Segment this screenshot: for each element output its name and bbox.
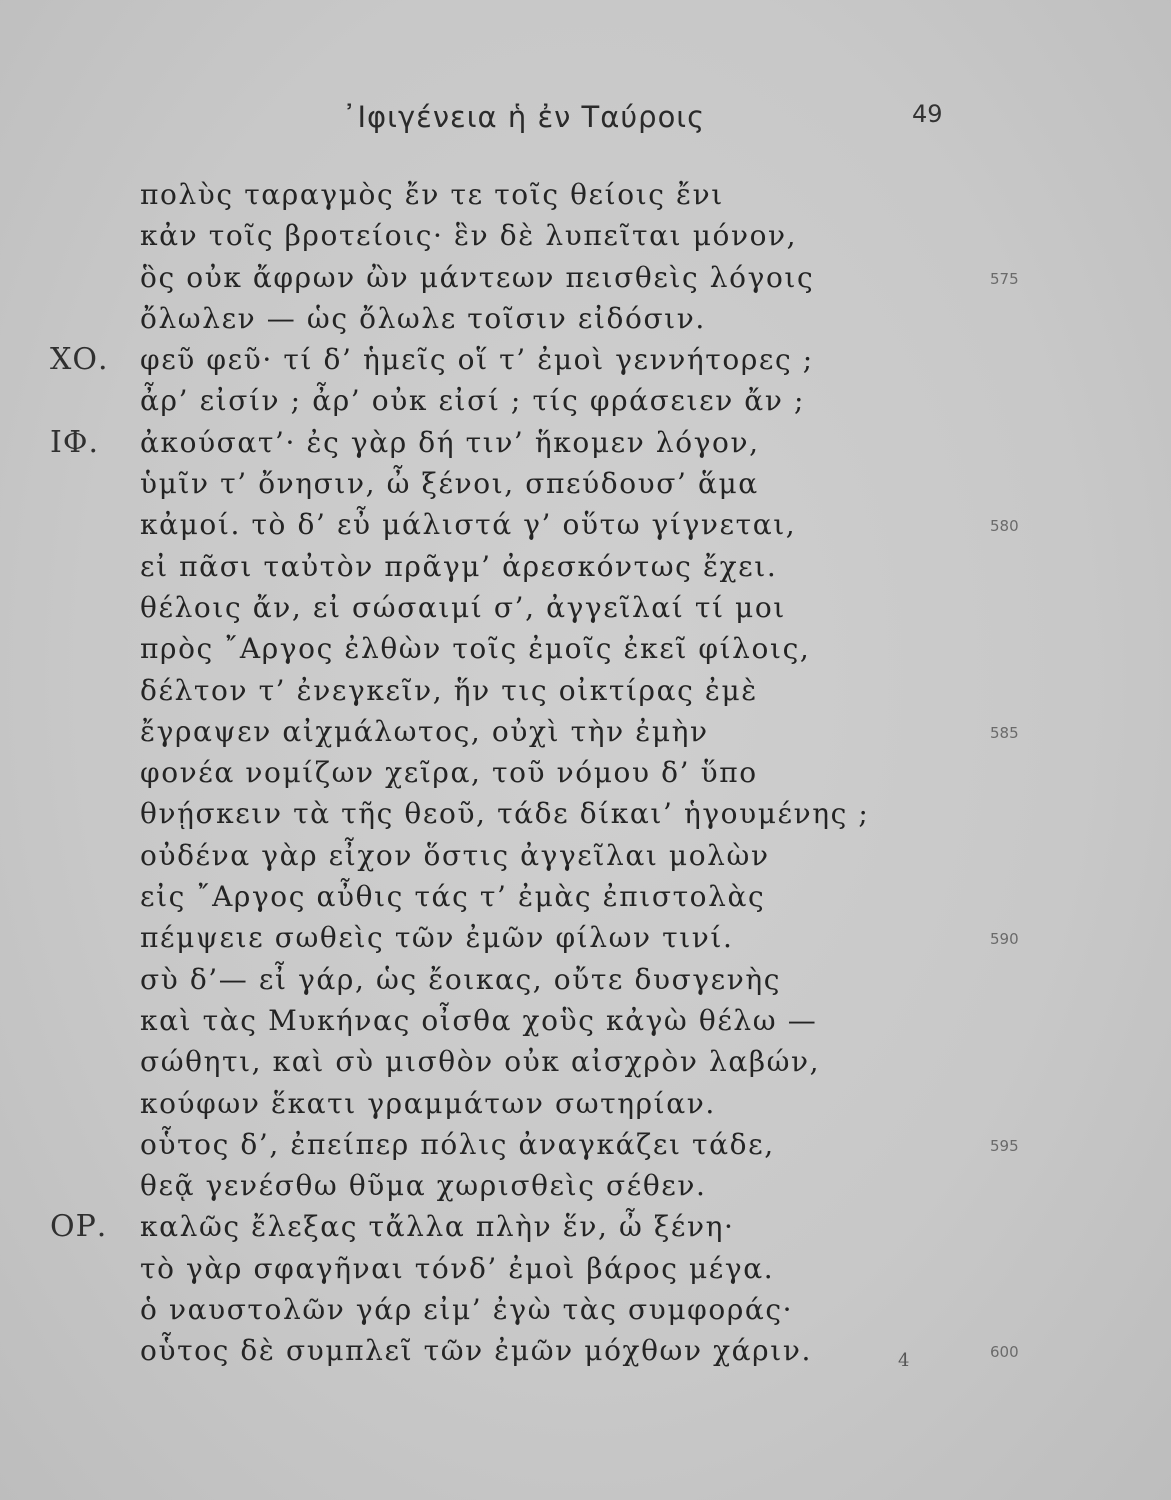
line-number: 580 bbox=[990, 517, 1019, 536]
verse-text: ὁ ναυστολῶν γάρ εἰμ’ ἐγὼ τὰς συμφοράς· bbox=[140, 1293, 794, 1327]
verse-line bbox=[0, 711, 1171, 752]
verse-line bbox=[0, 463, 1171, 504]
verse-line bbox=[0, 380, 1171, 421]
verse-line bbox=[0, 174, 1171, 215]
verse-text: εἰ πᾶσι ταὐτὸν πρᾶγμ’ ἀρεσκόντως ἔχει. bbox=[140, 549, 778, 583]
verse-text-block bbox=[0, 174, 1171, 1372]
verse-text: σώθητι, καὶ σὺ μισθὸν οὐκ αἰσχρὸν λαβών, bbox=[140, 1045, 821, 1079]
line-number: 590 bbox=[990, 930, 1019, 949]
verse-line bbox=[0, 1124, 1171, 1165]
verse-line bbox=[0, 546, 1171, 587]
verse-line bbox=[0, 1248, 1171, 1289]
running-head bbox=[0, 100, 1171, 140]
verse-line bbox=[0, 1000, 1171, 1041]
verse-text: κούφων ἕκατι γραμμάτων σωτηρίαν. bbox=[140, 1086, 716, 1120]
verse-line bbox=[0, 257, 1171, 298]
verse-text: εἰς ῎Αργος αὖθις τάς τ’ ἐμὰς ἐπιστολὰς bbox=[140, 880, 766, 914]
verse-text: ὃς οὐκ ἄφρων ὢν μάντεων πεισθεὶς λόγοις bbox=[140, 260, 815, 294]
speaker-label: ΙΦ. bbox=[50, 424, 99, 460]
verse-line bbox=[0, 752, 1171, 793]
line-number: 585 bbox=[990, 723, 1019, 742]
verse-text: ὄλωλεν — ὡς ὄλωλε τοῖσιν εἰδόσιν. bbox=[140, 301, 706, 335]
verse-line bbox=[0, 793, 1171, 834]
verse-text: ὑμῖν τ’ ὄνησιν, ὦ ξένοι, σπεύδουσ’ ἅμα bbox=[140, 467, 759, 501]
verse-text: κἀμοί. τὸ δ’ εὖ μάλιστά γ’ οὕτω γίγνεται, bbox=[140, 508, 797, 542]
verse-line bbox=[0, 835, 1171, 876]
verse-text: πέμψειε σωθεὶς τῶν ἐμῶν φίλων τινί. bbox=[140, 921, 734, 955]
verse-text: φεῦ φεῦ· τί δ’ ἡμεῖς οἵ τ’ ἐμοὶ γεννήτορες ; bbox=[140, 343, 814, 377]
verse-text: ἔγραψεν αἰχμάλωτος, οὐχὶ τὴν ἐμὴν bbox=[140, 714, 709, 748]
verse-text: φονέα νομίζων χεῖρα, τοῦ νόμου δ’ ὕπο bbox=[140, 756, 758, 790]
verse-line bbox=[0, 917, 1171, 958]
speaker-label: ΧΟ. bbox=[50, 342, 109, 378]
verse-line bbox=[0, 1330, 1171, 1371]
line-number: 575 bbox=[990, 269, 1019, 288]
verse-text: θέλοις ἄν, εἰ σώσαιμί σ’, ἀγγεῖλαί τί μοι bbox=[140, 590, 786, 624]
verse-text: κἀν τοῖς βροτείοις· ἓν δὲ λυπεῖται μόνον, bbox=[140, 219, 798, 253]
verse-line bbox=[0, 339, 1171, 380]
verse-text: ἀκούσατ’· ἐς γὰρ δή τιν’ ἥκομεν λόγον, bbox=[140, 425, 760, 459]
verse-text: οὐδένα γὰρ εἶχον ὅστις ἀγγεῖλαι μολὼν bbox=[140, 838, 770, 872]
line-number: 600 bbox=[990, 1343, 1019, 1362]
verse-line bbox=[0, 1206, 1171, 1247]
verse-line bbox=[0, 628, 1171, 669]
line-number: 595 bbox=[990, 1136, 1019, 1155]
verse-line bbox=[0, 1041, 1171, 1082]
verse-line bbox=[0, 587, 1171, 628]
verse-text: θεᾷ γενέσθω θῦμα χωρισθεὶς σέθεν. bbox=[140, 1169, 707, 1203]
verse-text: πολὺς ταραγμὸς ἔν τε τοῖς θείοις ἔνι bbox=[140, 178, 724, 211]
verse-line bbox=[0, 876, 1171, 917]
verse-line bbox=[0, 504, 1171, 545]
verse-line bbox=[0, 298, 1171, 339]
verse-line bbox=[0, 1289, 1171, 1330]
verse-text: πρὸς ῎Αργος ἐλθὼν τοῖς ἐμοῖς ἐκεῖ φίλοις, bbox=[140, 632, 811, 666]
verse-text: οὗτος δ’, ἐπείπερ πόλις ἀναγκάζει τάδε, bbox=[140, 1127, 775, 1161]
verse-line bbox=[0, 215, 1171, 256]
verse-line bbox=[0, 670, 1171, 711]
verse-line bbox=[0, 422, 1171, 463]
verse-text: τὸ γὰρ σφαγῆναι τόνδ’ ἐμοὶ βάρος μέγα. bbox=[140, 1251, 775, 1285]
verse-line bbox=[0, 1083, 1171, 1124]
verse-text: δέλτον τ’ ἐνεγκεῖν, ἥν τις οἰκτίρας ἐμὲ bbox=[140, 673, 758, 707]
verse-text: οὗτος δὲ συμπλεῖ τῶν ἐμῶν μόχθων χάριν. bbox=[140, 1334, 812, 1368]
verse-line bbox=[0, 1165, 1171, 1206]
signature-mark: 4 bbox=[898, 1350, 910, 1371]
verse-text: ἆρ’ εἰσίν ; ἆρ’ οὐκ εἰσί ; τίς φράσειεν ἄν ; bbox=[140, 384, 805, 418]
speaker-label: ΟΡ. bbox=[50, 1209, 108, 1245]
verse-line bbox=[0, 959, 1171, 1000]
verse-text: σὺ δ’— εἶ γάρ, ὡς ἔοικας, οὔτε δυσγενὴς bbox=[140, 962, 782, 996]
verse-text: θνῄσκειν τὰ τῆς θεοῦ, τάδε δίκαι’ ἡγουμένης ; bbox=[140, 797, 870, 831]
running-title: ᾿Ιφιγένεια ἡ ἐν Ταύροις bbox=[342, 100, 706, 134]
page-number: 49 bbox=[912, 100, 943, 128]
verse-text: καλῶς ἔλεξας τἄλλα πλὴν ἕν, ὦ ξένη· bbox=[140, 1210, 735, 1244]
verse-text: καὶ τὰς Μυκήνας οἶσθα χοὓς κἀγὼ θέλω — bbox=[140, 1003, 818, 1037]
